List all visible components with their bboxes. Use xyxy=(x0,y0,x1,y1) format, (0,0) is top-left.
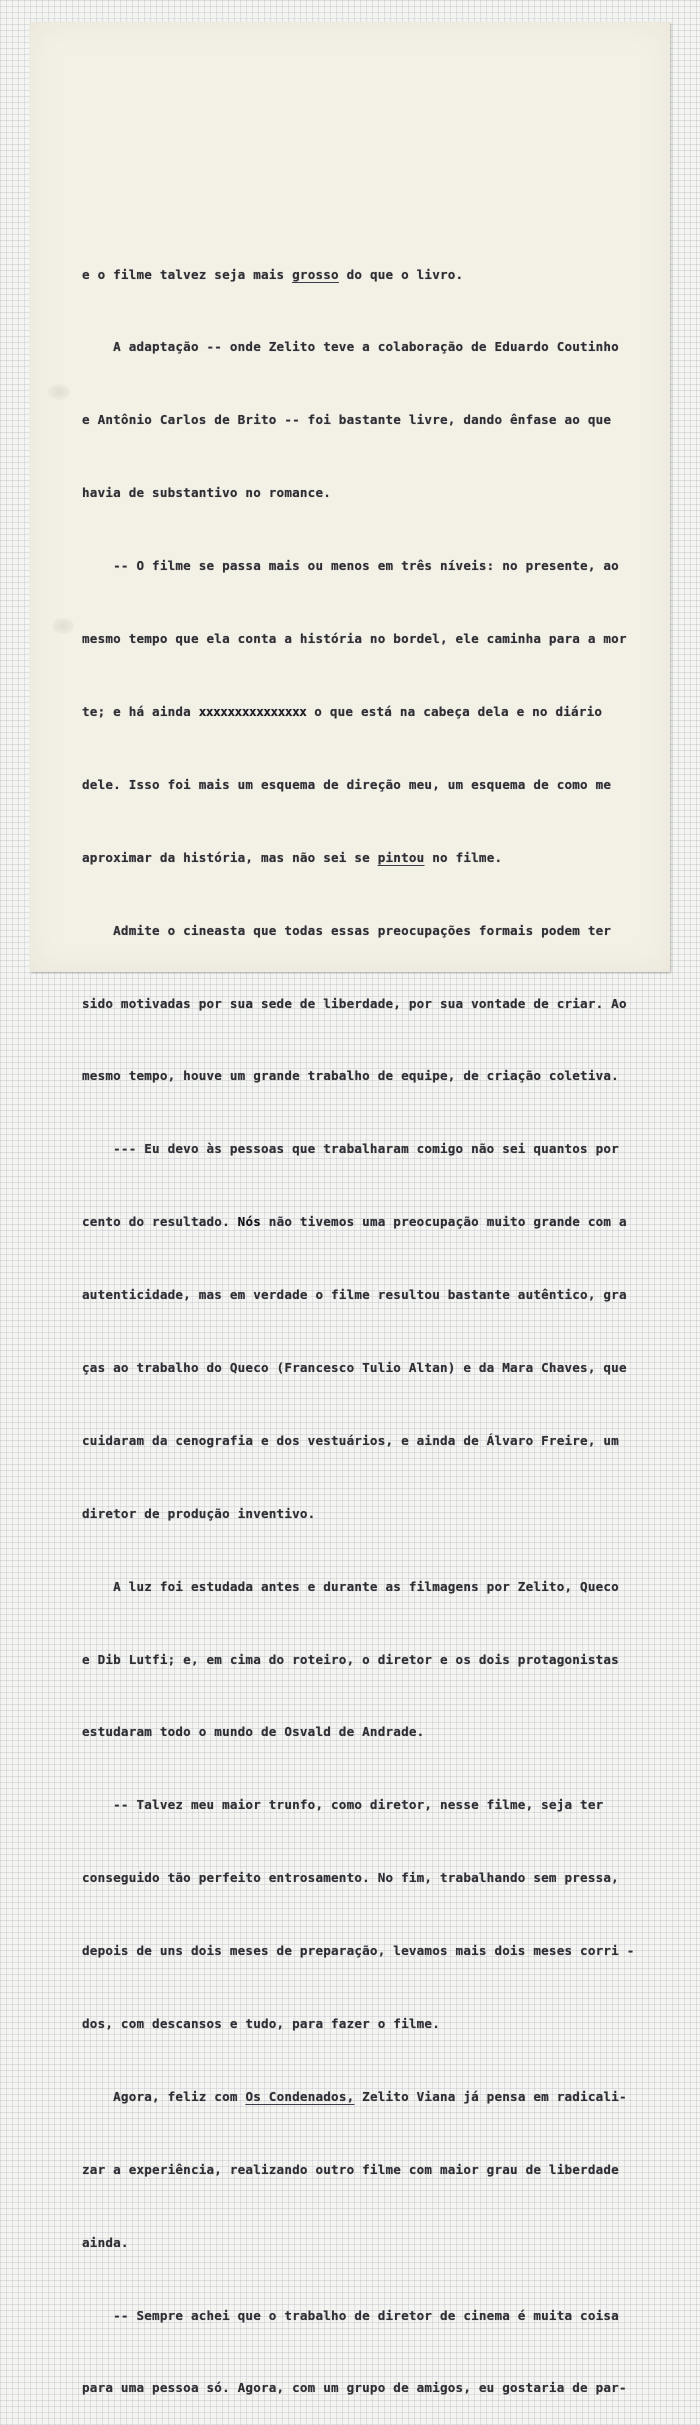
text-line: ças ao trabalho do Queco (Francesco Tulio Altan) e da Mara Chaves, que xyxy=(82,1359,627,1375)
typed-text xyxy=(82,214,657,2425)
text-line: zar a experiência, realizando outro filme com maior grau de liberdade xyxy=(82,2161,619,2177)
text-line: e Dib Lutfi; e, em cima do roteiro, o diretor e os dois protagonistas xyxy=(82,1651,619,1667)
text-line: ainda. xyxy=(82,2234,129,2250)
text-line: depois de uns dois meses de preparação, levamos mais dois meses corri - xyxy=(82,1943,635,1959)
text-line: para uma pessoa só. Agora, com um grupo de amigos, eu gostaria de par- xyxy=(82,2380,627,2396)
struck-out-text: xxxxxxxxxxxxxxx xyxy=(198,703,307,719)
underlined-word: pintou xyxy=(377,849,425,865)
text-line: -- O filme se passa mais ou menos em três níveis: no presente, ao xyxy=(82,558,619,574)
text-line: Admite o cineasta que todas essas preocupações formais podem ter xyxy=(82,922,612,938)
text-line: A adaptação -- onde Zelito teve a colaboração de Eduardo Coutinho xyxy=(82,339,619,355)
text-line: -- Talvez meu maior trunfo, como diretor, nesse filme, seja ter xyxy=(82,1797,604,1813)
text-line: dele. Isso foi mais um esquema de direção meu, um esquema de como me xyxy=(82,776,612,792)
text-line: havia de substantivo no romance. xyxy=(82,485,332,501)
text-line: autenticidade, mas em verdade o filme resultou bastante autêntico, gra xyxy=(82,1287,627,1303)
text-line: estudaram todo o mundo de Osvald de Andrade. xyxy=(82,1724,425,1740)
text-line: Agora, feliz com Os Condenados, Zelito Viana já pensa em radicali- xyxy=(82,2088,627,2104)
text-line: --- Eu devo às pessoas que trabalharam comigo não sei quantos por xyxy=(82,1141,619,1157)
punch-hole xyxy=(48,384,70,400)
text-line: aproximar da história, mas não sei se pintou no filme. xyxy=(82,849,503,865)
text-line: mesmo tempo, houve um grande trabalho de equipe, de criação coletiva. xyxy=(82,1068,619,1084)
underlined-word: grosso xyxy=(292,266,339,282)
punch-hole xyxy=(52,618,74,634)
text-line: e Antônio Carlos de Brito -- foi bastante livre, dando ênfase ao que xyxy=(82,412,612,428)
text-line: -- Sempre achei que o trabalho de diretor de cinema é muita coisa xyxy=(82,2307,619,2323)
text-line: conseguido tão perfeito entrosamento. No fim, trabalhando sem pressa, xyxy=(82,1870,619,1886)
text-line: A luz foi estudada antes e durante as filmagens por Zelito, Queco xyxy=(82,1578,619,1594)
text-line: sido motivadas por sua sede de liberdade, por sua vontade de criar. Ao xyxy=(82,995,627,1011)
text-line: dos, com descansos e tudo, para fazer o filme. xyxy=(82,2015,440,2031)
underlined-title: Os Condenados, xyxy=(245,2088,355,2104)
text-line: e o filme talvez seja mais grosso do que o livro. xyxy=(82,266,464,282)
text-line: te; e há ainda xxxxxxxxxxxxxxx o que está na cabeça dela e no diário xyxy=(82,703,603,719)
overtyped-word: Nós xyxy=(237,1214,262,1230)
text-line: cuidaram da cenografia e dos vestuários, e ainda de Álvaro Freire, um xyxy=(82,1432,619,1448)
text-line: diretor de produção inventivo. xyxy=(82,1505,316,1521)
text-line: mesmo tempo que ela conta a história no bordel, ele caminha para a mor xyxy=(82,631,627,647)
text-line: cento do resultado. Nós não tivemos uma preocupação muito grande com a xyxy=(82,1214,627,1230)
